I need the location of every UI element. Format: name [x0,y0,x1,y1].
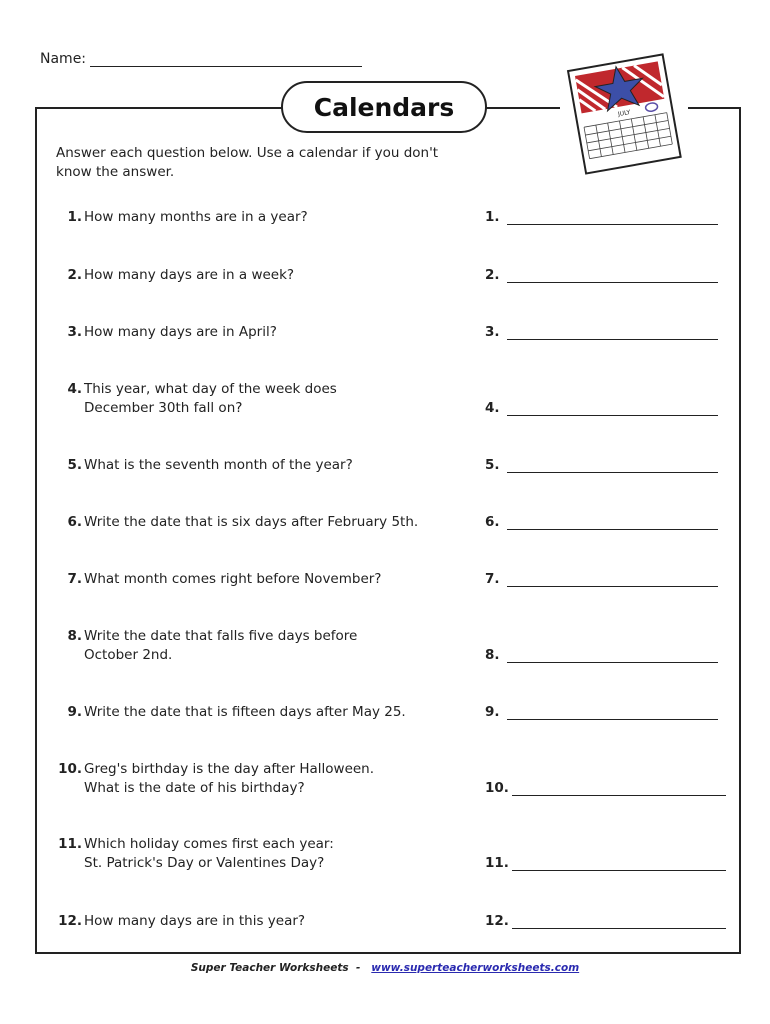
question-text: Write the date that is six days after February 5th. [84,514,419,530]
answer-number: 3. [485,324,500,340]
footer-link[interactable]: www.superteacherworksheets.com [371,962,580,974]
answer-number: 11. [485,855,509,871]
answer-number: 7. [485,571,500,587]
question-text: Which holiday comes first each year: [84,836,334,852]
question-number: 8. [67,628,82,644]
question-text: Greg's birthday is the day after Halloween. [84,761,375,777]
question-number: 12. [58,913,82,929]
answer-line[interactable] [507,339,718,340]
question-text: Write the date that is fifteen days after May 25. [84,704,406,720]
answer-number: 2. [485,267,500,283]
answer-line[interactable] [512,870,726,871]
calendar-month-text: JULY [617,108,631,118]
answer-number: 12. [485,913,509,929]
question-text: How many days are in a week? [84,267,295,283]
answer-number: 5. [485,457,500,473]
answer-number: 1. [485,209,500,225]
name-field[interactable] [90,53,362,67]
question-text: This year, what day of the week does [84,381,337,397]
answer-number: 4. [485,400,500,416]
footer-separator: - [355,962,361,974]
question-number: 2. [67,267,82,283]
question-number: 5. [67,457,82,473]
name-label: Name: [40,51,87,67]
question-number: 7. [67,571,82,587]
answer-number: 8. [485,647,500,663]
question-text-line2: December 30th fall on? [84,400,243,416]
question-text: Write the date that falls five days before [84,628,358,644]
question-text: What is the seventh month of the year? [84,457,353,473]
question-number: 1. [67,209,82,225]
question-number: 6. [67,514,82,530]
question-text: How many months are in a year? [84,209,308,225]
answer-number: 10. [485,780,509,796]
answer-line[interactable] [507,529,718,530]
calendar-icon [560,48,688,176]
question-text-line2: St. Patrick's Day or Valentines Day? [84,855,325,871]
answer-line[interactable] [507,662,718,663]
question-text-line2: October 2nd. [84,647,173,663]
question-number: 9. [67,704,82,720]
page-title: Calendars [281,81,487,133]
answer-line[interactable] [512,795,726,796]
footer [0,962,770,974]
answer-line[interactable] [507,224,718,225]
calendar-clipart [560,48,688,176]
answer-line[interactable] [507,719,718,720]
question-text: How many days are in April? [84,324,277,340]
question-number: 3. [67,324,82,340]
answer-number: 9. [485,704,500,720]
question-text-line2: What is the date of his birthday? [84,780,305,796]
name-row [40,51,362,67]
question-text: What month comes right before November? [84,571,382,587]
question-text: How many days are in this year? [84,913,306,929]
answer-line[interactable] [507,282,718,283]
question-number: 4. [67,381,82,397]
answer-number: 6. [485,514,500,530]
instructions: Answer each question below. Use a calendar if you don't know the answer. [56,145,439,180]
question-number: 10. [58,761,82,777]
question-number: 11. [58,836,82,852]
answer-line[interactable] [507,586,718,587]
footer-brand: Super Teacher Worksheets [190,962,349,974]
answer-line[interactable] [507,415,718,416]
answer-line[interactable] [507,472,718,473]
answer-line[interactable] [512,928,726,929]
